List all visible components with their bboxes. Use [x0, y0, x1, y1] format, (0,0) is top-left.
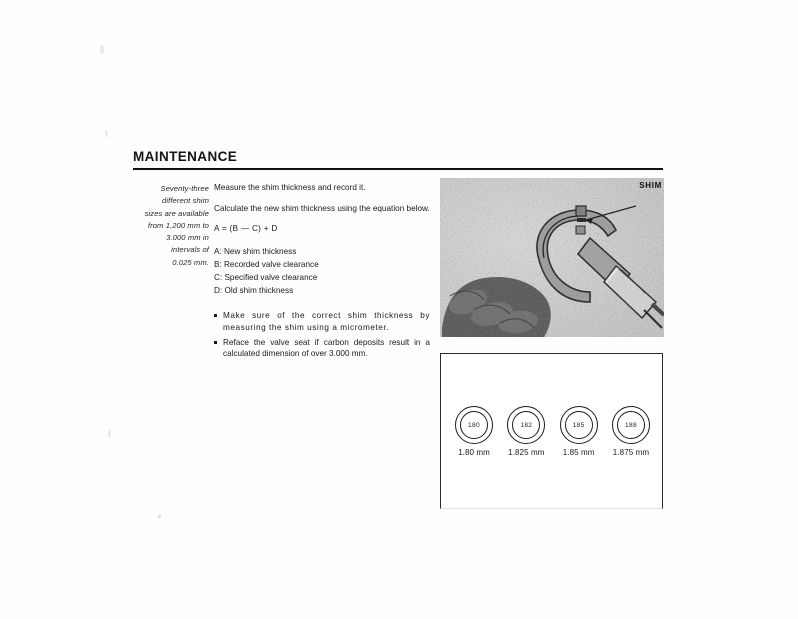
shim-disc-icon [507, 406, 545, 444]
margin-note-line: Seventy-three [160, 184, 209, 193]
shim-callout-label: SHIM [639, 181, 662, 190]
list-item-text: Make sure of the correct shim thickness by measuring the shim using a micrometer. [223, 310, 430, 332]
shim-item [554, 406, 604, 457]
shim-number: 182 [520, 421, 533, 429]
list-item-text: Reface the valve seat if carbon deposits result in a calculated dimension of over 3.000 mm. [223, 337, 430, 359]
body-text-column [214, 182, 430, 363]
scan-artifact [108, 430, 111, 438]
micrometer-photo-image [440, 178, 664, 337]
margin-note-line: from 1,200 mm to [147, 220, 209, 230]
shim-size-figure [440, 353, 663, 509]
shim-row [449, 406, 656, 457]
legend-item-d: D: Old shim thickness [214, 285, 294, 295]
scan-artifact [158, 515, 161, 518]
shim-disc-icon [560, 406, 598, 444]
scan-artifact [100, 45, 104, 54]
margin-note-line: 3.000 mm in [166, 233, 209, 243]
legend-item-b: B: Recorded valve clearance [214, 259, 319, 269]
list-item [214, 310, 430, 334]
equation-legend [214, 246, 430, 298]
shim-item [501, 406, 551, 457]
scan-artifact [105, 130, 108, 137]
instruction-measure: Measure the shim thickness and record it. [214, 183, 366, 192]
margin-note [131, 183, 209, 269]
margin-note-line: sizes are available [144, 208, 209, 218]
notes-list [214, 310, 430, 361]
list-item [214, 337, 430, 361]
shim-disc-icon [612, 406, 650, 444]
page-header [133, 150, 663, 170]
shim-item [449, 406, 499, 457]
bullet-icon [214, 314, 217, 317]
bullet-icon [214, 341, 217, 344]
shim-number: 185 [572, 421, 585, 429]
shim-thickness-label: 1.825 mm [508, 448, 545, 457]
shim-disc-icon [455, 406, 493, 444]
header-rule [133, 168, 663, 170]
shim-thickness-label: 1.80 mm [458, 448, 490, 457]
shim-number: 188 [625, 421, 637, 429]
margin-note-line: intervals of [171, 245, 209, 255]
instruction-calculate: Calculate the new shim thickness using the equation below. [214, 203, 430, 213]
legend-item-a: A: New shim thickness [214, 246, 297, 256]
shim-number: 180 [468, 421, 480, 429]
page-title: MAINTENANCE [133, 149, 238, 164]
shim-item [606, 406, 656, 457]
shim-equation: A = (B — C) + D [214, 224, 278, 234]
margin-note-line: different shim [162, 196, 209, 206]
legend-item-c: C: Specified valve clearance [214, 272, 318, 282]
shim-thickness-label: 1.875 mm [612, 448, 650, 457]
shim-thickness-label: 1.85 mm [562, 448, 595, 457]
margin-note-line: 0.025 mm. [172, 257, 209, 267]
micrometer-photo [440, 178, 664, 337]
